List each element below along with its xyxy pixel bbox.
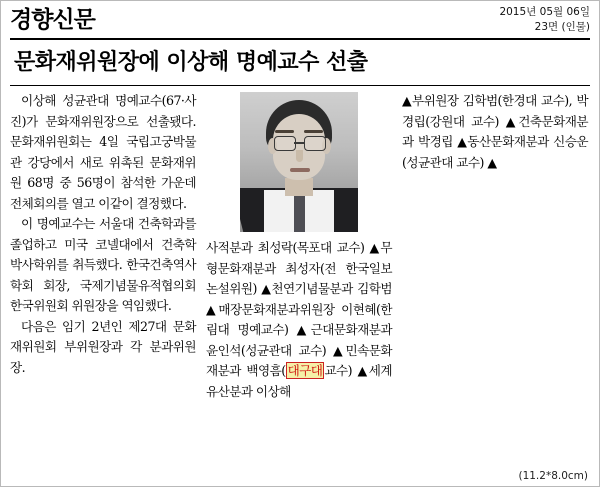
portrait-photo xyxy=(240,92,358,232)
masthead xyxy=(10,6,590,36)
page-info: 23면 (인물) xyxy=(534,21,590,33)
neck xyxy=(285,178,313,196)
paragraph-text: 사적분과 최성락(목포대 교수) ▲무형문화재분과 최성자(전 한국일보 논설위원) ▲천연기념물분과 김학범 ▲매장문화재분과위원장 이현혜(한림대 명예교수) ▲근대문화재분과 윤인석(성균관대 교수) ▲민속문화재분과 백영흠( xyxy=(206,240,392,378)
nose xyxy=(296,150,303,162)
glasses-bridge xyxy=(294,142,304,144)
paragraph: 다음은 임기 2년인 제27대 문화재위원회 부위원장과 각 분과위원장. xyxy=(10,318,196,375)
glasses-left-lens xyxy=(274,136,296,151)
size-note: (11.2*8.0cm) xyxy=(518,470,588,482)
paragraph: 이 명예교수는 서울대 건축학과를 졸업하고 미국 코넬대에서 건축학 박사학위를 취득했다. 한국건축역사학회 회장, 국제기념물유적협의회 한국위원회 위원장을 역임했다. xyxy=(10,216,196,313)
column-left xyxy=(10,91,196,402)
headline: 문화재위원장에 이상해 명예교수 선출 xyxy=(14,49,368,75)
column-right xyxy=(402,91,588,402)
rule-thin-under-headline xyxy=(10,85,590,86)
paragraph: 이상해 성균관대 명예교수(67·사진)가 문화재위원장으로 선출됐다. 문화재위원회는 4일 국립고궁박물관 강당에서 새로 위촉된 문화재위원 68명 중 56명이 참석한 가운데 전체회의를 열고 이같이 결정했다. xyxy=(10,93,196,211)
paragraph: ▲부위원장 김학범(한경대 교수), 박경립(강원대 교수) ▲건축문화재분과 박경립 ▲동산문화재분과 신승운(성균관대 교수) ▲ xyxy=(402,93,588,170)
issue-date: 2015년 05월 06일 xyxy=(499,6,590,18)
paragraph xyxy=(206,238,392,402)
glasses-right-lens xyxy=(304,136,326,151)
issue-meta xyxy=(499,5,590,35)
article-body xyxy=(10,91,590,402)
highlighted-term: 대구대 xyxy=(287,363,323,378)
column-middle xyxy=(206,91,392,402)
paper-name: 경향신문 xyxy=(10,6,95,33)
eyebrow-left xyxy=(275,130,294,133)
eyebrow-right xyxy=(304,130,323,133)
mouth xyxy=(290,168,310,172)
paragraph-text-cont: 교수) ▲세계유산분과 이상해 xyxy=(206,363,392,399)
tie xyxy=(294,192,305,232)
